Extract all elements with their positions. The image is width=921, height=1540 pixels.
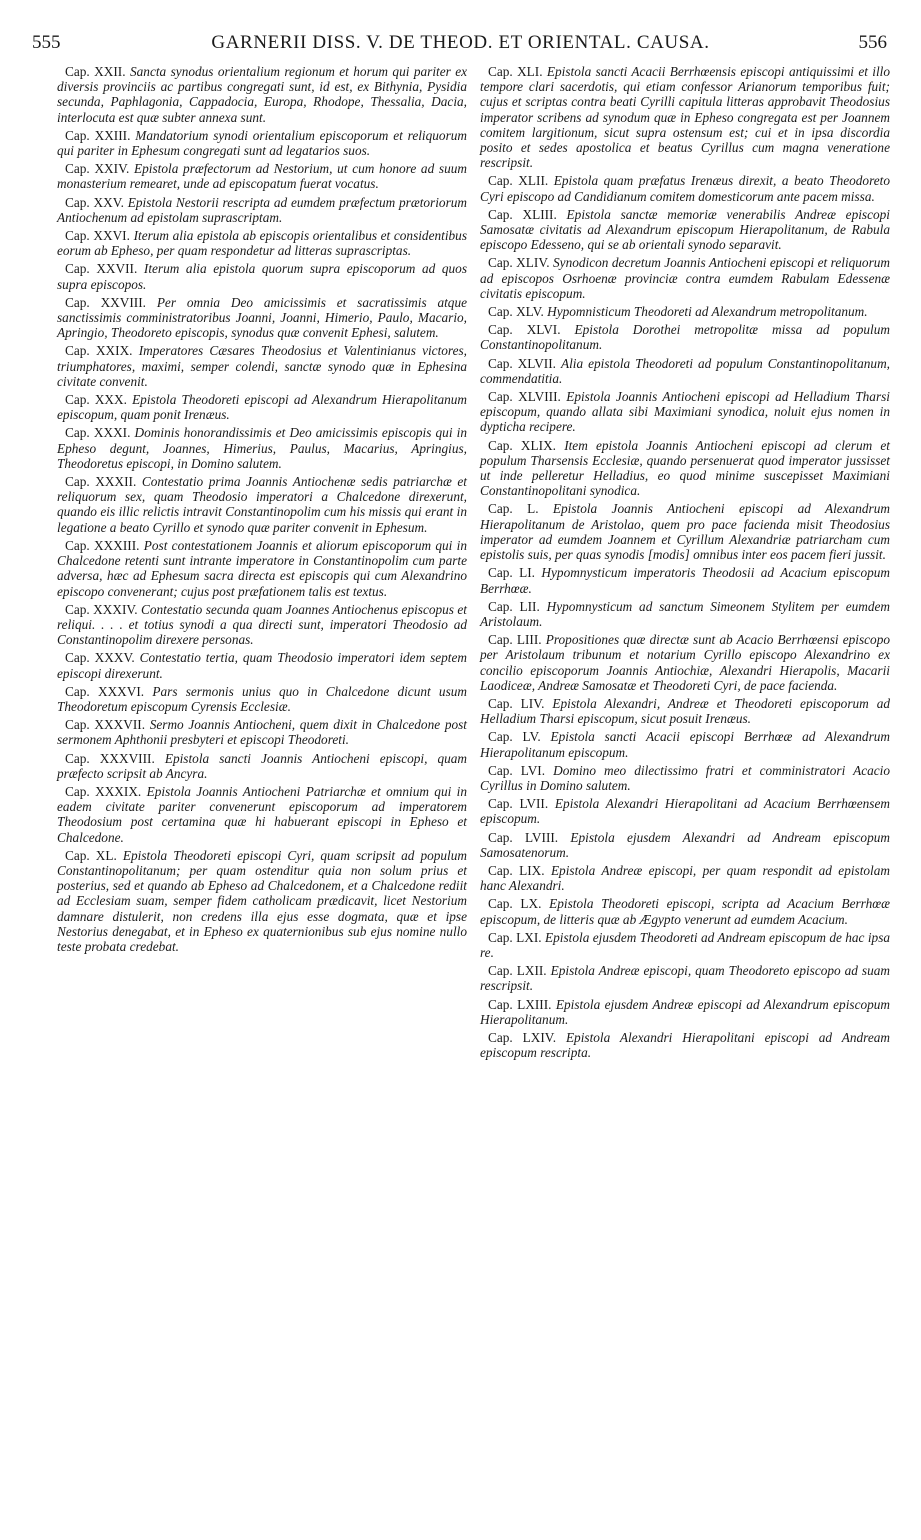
chapter-number: Cap. XXXVIII. [65, 750, 155, 766]
chapter-text: Synodicon decretum Joannis Antiocheni episcopi et reliquorum ad episcopos Osrhoenæ provinciæ contra eumdem Rabulam Edessenæ civitatis episcopum. [480, 255, 891, 301]
chapter-number: Cap. XXXII. [65, 474, 137, 490]
chapter-number: Cap. XLVIII. [488, 389, 561, 405]
chapter-text: Epistola Theodoreti episcopi Cyri, quam scripsit ad populum Constantinopolitanum; per quam ostenditur quia non solum prius et posterius, sed et quando ab Epheso ad Chalcedonem, et a Chalcedone rediit ad Ecclesiam suam, semper fidem catholicam prædicavit, licet Nestorium damnare distulerit, non credens illa ejus esse dogmata, quæ et ipse Nestorius denegabat, et in Epheso ex quaternionibus sub ejus nomine nullo teste probata credebat. [57, 847, 468, 954]
chapter-number: Cap. XLIX. [488, 437, 556, 453]
chapter-number: Cap. XXIII. [65, 127, 131, 143]
chapter-number: Cap. XXII. [65, 64, 126, 79]
chapter-number: Cap. LXII. [488, 963, 547, 979]
chapter-number: Cap. L. [488, 501, 539, 517]
chapter-entry [57, 784, 467, 845]
chapter-text: Hypomnysticum imperatoris Theodosii ad Acacium episcopum Berrhœæ. [480, 565, 891, 596]
chapter-entry [57, 228, 467, 258]
chapter-text: Epistola Joannis Antiocheni episcopi ad Helladium Tharsi episcopum, quando allata sibi Maximiani synodica, noluit ejus nomen in dypticha recipere. [480, 389, 890, 435]
page-number-left: 555 [32, 32, 61, 53]
chapter-entry [57, 538, 467, 599]
chapter-entry [57, 343, 467, 389]
chapter-text: Epistola ejusdem Alexandri ad Andream episcopum Samosatenorum. [480, 829, 890, 860]
chapter-number: Cap. LI. [488, 565, 536, 581]
chapter-number: Cap. XXVI. [65, 228, 130, 244]
chapter-entry [57, 161, 467, 191]
chapter-entry [480, 356, 890, 386]
chapter-number: Cap. LIX. [488, 862, 545, 878]
chapter-text: Epistola Theodoreti episcopi, scripta ad Acacium Berrhœæ episcopum, de litteris quæ ab Ægypto venerunt ad eumdem Acacium. [480, 896, 890, 927]
chapter-text: Epistola Joannis Antiocheni Patriarchæ et omnium qui in eadem civitate pariter convenerunt episcoporum ad imperatorem Theodosium post certamina quæ hi habuerant episcopi in Epheso et Chalcedone. [57, 783, 467, 845]
chapter-text: Epistola quam præfatus Irenæus direxit, a beato Theodoreto Cyri episcopo ad Candidianum comitem domesticorum ante pacem missa. [480, 173, 891, 204]
chapter-text: Post contestationem Joannis et aliorum episcoporum qui in Chalcedone retenti sunt intrante imperatore in Constantinopolim cum parte adversa, hæc ad Ephesum sacra directa est episcopis qui cum Alexandrino episcopo convenerant; cujus post præfationem talis est textus. [57, 537, 468, 599]
chapter-entry [480, 963, 890, 993]
chapter-entry [480, 729, 890, 759]
chapter-text: Item epistola Joannis Antiocheni episcopi ad clerum et populum Tharsensis Ecclesiæ, quando persenuerat quod imperator jussisset ut inde pelleretur Helladius, eo quod minime suscepisset Maximiani Constantinopolitani synodica. [480, 437, 890, 499]
chapter-number: Cap. XXIV. [65, 161, 130, 177]
chapter-entry [480, 763, 890, 793]
chapter-entry [480, 173, 890, 203]
chapter-text: Epistola Alexandri Hierapolitani episcopi ad Andream episcopum rescripta. [480, 1029, 891, 1061]
chapter-entry [480, 796, 890, 826]
running-header [0, 32, 921, 62]
chapter-entry [480, 322, 890, 352]
chapter-text: Epistola præfectorum ad Nestorium, ut cum honore ad suum monasterium remearet, unde ad episcopatum fuerat vocatus. [57, 161, 468, 192]
chapter-entry [480, 304, 890, 319]
page-number-right: 556 [858, 32, 887, 53]
chapter-text: Domino meo dilectissimo fratri et comministratori Acacio Cyrillus in Domino salutem. [480, 762, 891, 793]
chapter-entry [57, 751, 467, 781]
chapter-number: Cap. XXXI. [65, 425, 131, 441]
running-title: GARNERII DISS. V. DE THEOD. ET ORIENTAL. CAUSA. [211, 32, 710, 53]
chapter-text: Epistola Alexandri, Andreæ et Theodoreti episcoporum ad Helladium Tharsi episcopum, sicut posuit Irenæus. [480, 695, 890, 727]
chapter-number: Cap. XLVI. [488, 322, 561, 338]
chapter-text: Hypomnisticum Theodoreti ad Alexandrum metropolitanum. [547, 304, 868, 320]
chapter-entry [57, 64, 467, 125]
chapter-number: Cap. LV. [488, 729, 541, 745]
chapter-text: Epistola Theodoreti episcopi ad Alexandrum Hierapolitanum episcopum, quam ponit Irenæus. [57, 392, 467, 423]
chapter-number: Cap. LXI. [488, 929, 542, 945]
chapter-entry [480, 997, 890, 1027]
chapter-entry [57, 602, 467, 648]
chapter-entry [57, 195, 467, 225]
chapter-text: Contestatio tertia, quam Theodosio imperatori idem septem episcopi direxerunt. [57, 650, 468, 681]
chapter-number: Cap. LIV. [488, 695, 545, 711]
chapter-number: Cap. LII. [488, 598, 540, 614]
chapter-text: Epistola Joannis Antiocheni episcopi ad Alexandrum Hierapolitanum de Aristolao, quem pro pace facienda misit Theodosius imperator ad eumdem Joannem et Cyrillum Alexandriæ patriarcham cum epistolis suis, per quas synodis [modis] omnibus inter eos pacem fieri jussit. [480, 501, 890, 563]
chapter-entry [57, 717, 467, 747]
chapter-text: Epistola ejusdem Theodoreti ad Andream episcopum de hac ipsa re. [480, 929, 891, 960]
chapter-text: Sermo Joannis Antiocheni, quem dixit in Chalcedone post sermonem Aphthonii presbyteri et episcopi Theodoreti. [57, 717, 467, 748]
chapter-entry [57, 128, 467, 158]
chapter-text: Epistola Dorothei metropolitæ missa ad populum Constantinopolitanum. [480, 322, 891, 353]
chapter-text: Iterum alia epistola quorum supra episcoporum ad quos supra episcopos. [57, 261, 467, 292]
chapter-entry [480, 930, 890, 960]
chapter-number: Cap. XXVIII. [65, 294, 146, 310]
chapter-number: Cap. XXXVII. [65, 717, 146, 733]
chapter-number: Cap. XLI. [488, 64, 543, 79]
chapter-number: Cap. XXV. [65, 194, 124, 210]
chapter-number: Cap. XLV. [488, 304, 544, 320]
chapter-number: Cap. XXXIX. [65, 783, 142, 799]
chapter-text: Epistola sancti Acacii Berrhœensis episcopi antiquissimi et illo tempore clari sacerdotis, qui etiam confessor Arianorum temporibus fuit; cujus et scriptas contra beati Cyrilli capitula litteras approbavit Theodosius imperator scribens ad synodum quæ in Epheso congregata est per Joannem comitem largitionum, sicut supra ostensum est; cui et in ipsa discordia posito et sedes apostolica et beatus Cyrillus cum magna veneratione rescripsit. [480, 64, 890, 171]
chapter-text: Pars sermonis unius quo in Chalcedone dicunt usum Theodoretum episcopum Cyrensis Ecclesiæ. [57, 683, 468, 714]
chapter-entry [480, 565, 890, 595]
chapter-text: Alia epistola Theodoreti ad populum Constantinopolitanum, commendatitia. [480, 355, 891, 386]
chapter-entry [57, 650, 467, 680]
chapter-entry [480, 599, 890, 629]
chapter-number: Cap. LVIII. [488, 829, 559, 845]
chapter-entry [57, 425, 467, 471]
chapter-number: Cap. XLII. [488, 173, 549, 189]
left-column [57, 64, 467, 957]
chapter-entry [480, 438, 890, 499]
chapter-number: Cap. LXIV. [488, 1029, 557, 1045]
right-column [480, 64, 890, 1063]
chapter-entry [57, 474, 467, 535]
chapter-entry [57, 261, 467, 291]
chapter-entry [57, 848, 467, 954]
chapter-entry [480, 207, 890, 253]
chapter-text: Epistola Andreæ episcopi, quam Theodoreto episcopo ad suam rescripsit. [480, 963, 890, 994]
chapter-entry [480, 830, 890, 860]
chapter-number: Cap. XXX. [65, 392, 127, 408]
chapter-number: Cap. XL. [65, 847, 117, 863]
chapter-text: Epistola sancti Joannis Antiocheni episcopi, quam præfecto scripsit ab Ancyra. [57, 750, 468, 781]
chapter-entry [480, 1030, 890, 1060]
chapter-text: Contestatio prima Joannis Antiochenæ sedis patriarchæ et reliquorum sex, quam Theodosio imperatori a Chalcedone direxerunt, quando eis illic relictis intravit Constantinopolim cum his missis qui erant in legatione a beato Cyrillo et synodo quæ pariter convenit in Ephesum. [57, 474, 467, 535]
chapter-number: Cap. LX. [488, 896, 542, 912]
chapter-entry [480, 501, 890, 562]
chapter-text: Dominis honorandissimis et Deo amicissimis episcopis qui in Epheso degunt, Joannes, Himerius, Paulus, Macarius, Apringius, Theodoretus episcopi, in Domino salutem. [57, 425, 467, 471]
chapter-text: Imperatores Cæsares Theodosius et Valentinianus victores, triumphatores, maximi, semper colendi, sanctæ synodo quæ in Ephesina civitate convenit. [57, 343, 467, 389]
chapter-entry [480, 389, 890, 435]
chapter-number: Cap. XXVII. [65, 261, 138, 277]
chapter-text: Epistola Alexandri Hierapolitani ad Acacium Berrhœensem episcopum. [480, 796, 890, 827]
chapter-number: Cap. LVI. [488, 762, 546, 778]
chapter-entry [57, 392, 467, 422]
chapter-number: Cap. XXXV. [65, 650, 135, 666]
chapter-text: Epistola ejusdem Andreæ episcopi ad Alexandrum episcopum Hierapolitanum. [480, 996, 891, 1027]
chapter-entry [480, 896, 890, 926]
chapter-text: Iterum alia epistola ab episcopis orientalibus et considentibus eorum ab Epheso, per quam respondetur ad litteras suprascriptas. [57, 228, 467, 259]
chapter-text: Per omnia Deo amicissimis et sacratissimis atque sanctissimis comministratoribus Joanni, Joanni, Himerio, Paulo, Macario, Apringio, Theodoreto episcopis, synodus quæ convenit Ephesi, salutem. [57, 294, 467, 341]
chapter-entry [57, 295, 467, 341]
chapter-entry [57, 684, 467, 714]
chapter-text: Epistola Andreæ episcopi, per quam respondit ad epistolam hanc Alexandri. [480, 862, 890, 894]
chapter-text: Epistola Nestorii rescripta ad eumdem præfectum prætoriorum Antiochenum ad epistolam suprascriptam. [57, 194, 467, 225]
chapter-number: Cap. XLIV. [488, 255, 550, 271]
chapter-number: Cap. LIII. [488, 632, 542, 648]
chapter-entry [480, 696, 890, 726]
chapter-number: Cap. XXXVI. [65, 683, 145, 699]
chapter-entry [480, 64, 890, 170]
chapter-text: Epistola sancti Acacii episcopi Berrhœæ ad Alexandrum Hierapolitanum episcopum. [480, 729, 891, 760]
chapter-text: Hypomnysticum ad sanctum Simeonem Stylitem per eumdem Aristolaum. [480, 598, 891, 629]
chapter-text: Sancta synodus orientalium regionum et horum qui pariter ex diversis provinciis ac partibus congregati sunt, id est, ex Bithynia, Pysidia secunda, Paphlagonia, Cappadocia, Europa, Rhodope, Thessalia, Dacia, interlocuta est quæ subter annexa sunt. [57, 64, 468, 125]
chapter-number: Cap. XXXIV. [65, 601, 138, 617]
chapter-number: Cap. LVII. [488, 796, 549, 812]
chapter-number: Cap. XXIX. [65, 343, 133, 359]
chapter-number: Cap. LXIII. [488, 996, 552, 1012]
chapter-number: Cap. XLVII. [488, 355, 556, 371]
chapter-text: Mandatorium synodi orientalium episcoporum et reliquorum qui pariter in Ephesum congregati sunt ad legatarios suos. [57, 127, 467, 159]
chapter-text: Contestatio secunda quam Joannes Antiochenus episcopus et reliqui. . . . et totius synodi a qua directi sunt, imperatori Theodosio ad Constantinopolim direxere personas. [57, 601, 467, 648]
chapter-entry [480, 632, 890, 693]
chapter-entry [480, 255, 890, 301]
chapter-text: Propositiones quæ directæ sunt ab Acacio Berrhœensi episcopo per Aristolaum tribunum et notarium Cyrillo episcopo Alexandrino ex concilio episcoporum Joannis Antiochiæ, Alexandri Hierapolis, Macarii Laodiceæ, Andreæ Samosatæ et Theodoreti Cyri, de pace facienda. [480, 632, 890, 693]
chapter-text: Epistola sanctæ memoriæ venerabilis Andreæ episcopi Samosatæ civitatis ad Alexandrum episcopum Hierapolitanum, de Rabula episcopo Edesseno, qui se ab orientali synodo separavit. [480, 206, 890, 253]
chapter-number: Cap. XXXIII. [65, 537, 140, 553]
chapter-number: Cap. XLIII. [488, 206, 557, 222]
chapter-entry [480, 863, 890, 893]
